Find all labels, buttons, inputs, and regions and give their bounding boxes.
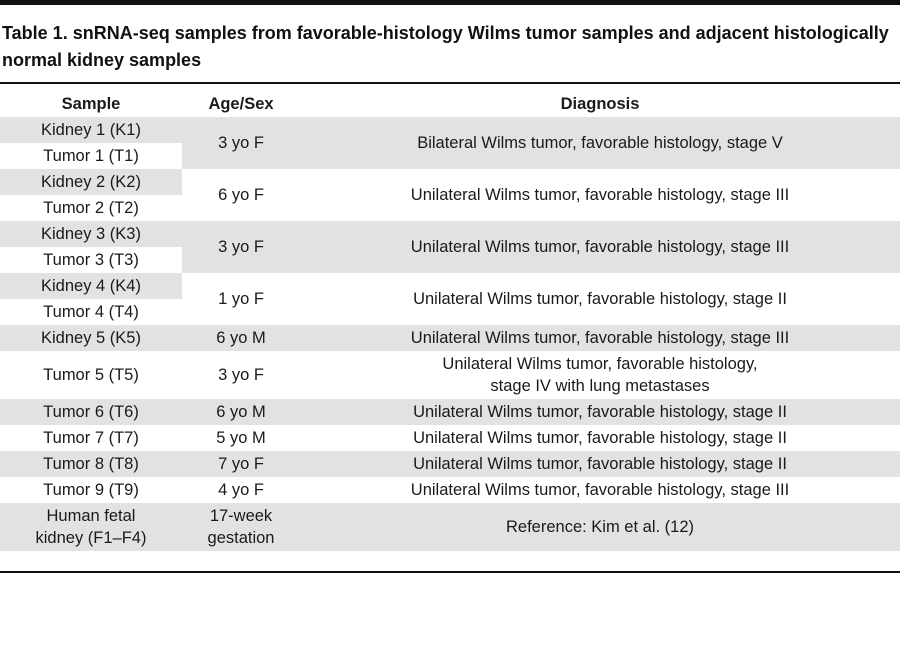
table-row [0, 117, 900, 143]
table-row [0, 325, 900, 351]
table-row [0, 273, 900, 299]
header-diagnosis: Diagnosis [560, 95, 640, 113]
sample-cell: Tumor 9 (T9) [0, 477, 182, 503]
diagnosis-cell: Reference: Kim et al. (12) [300, 503, 900, 551]
diagnosis-cell: Unilateral Wilms tumor, favorable histology, stage III [300, 477, 900, 503]
sample-cell: Kidney 4 (K4) [0, 273, 182, 299]
table-row [0, 351, 900, 399]
diagnosis-line: stage IV with lung metastases [490, 377, 710, 395]
table-title: Table 1. snRNA-seq samples from favorable-histology Wilms tumor samples and adjacent histologically normal kidney samples [2, 23, 889, 70]
samples-table [0, 92, 900, 551]
table-row [0, 451, 900, 477]
age-sex-cell: 3 yo F [182, 221, 300, 273]
table-row [0, 399, 900, 425]
age-line: gestation [207, 529, 275, 547]
sample-cell: Tumor 4 (T4) [0, 299, 182, 325]
diagnosis-cell: Unilateral Wilms tumor, favorable histology, stage III [300, 221, 900, 273]
table-row [0, 169, 900, 195]
age-sex-cell: 6 yo F [182, 169, 300, 221]
age-sex-cell: 1 yo F [182, 273, 300, 325]
age-sex-cell: 5 yo M [182, 425, 300, 451]
age-sex-cell: 3 yo F [182, 351, 300, 399]
age-sex-cell: 6 yo M [182, 325, 300, 351]
sample-line: kidney (F1–F4) [35, 529, 147, 547]
sample-cell: Tumor 6 (T6) [0, 399, 182, 425]
age-sex-cell: 6 yo M [182, 399, 300, 425]
diagnosis-cell: Unilateral Wilms tumor, favorable histology, stage II [300, 451, 900, 477]
diagnosis-cell: Unilateral Wilms tumor, favorable histology, stage III [300, 325, 900, 351]
age-sex-cell [182, 503, 300, 551]
sample-cell: Kidney 2 (K2) [0, 169, 182, 195]
sample-cell: Tumor 5 (T5) [0, 351, 182, 399]
sample-cell [0, 503, 182, 551]
diagnosis-cell: Unilateral Wilms tumor, favorable histology, stage II [300, 399, 900, 425]
header-age-sex: Age/Sex [208, 95, 274, 113]
diagnosis-cell: Unilateral Wilms tumor, favorable histology, stage III [300, 169, 900, 221]
table-row [0, 503, 900, 551]
sample-cell: Tumor 3 (T3) [0, 247, 182, 273]
table-row [0, 425, 900, 451]
sample-cell: Tumor 1 (T1) [0, 143, 182, 169]
diagnosis-cell: Unilateral Wilms tumor, favorable histology, stage II [300, 273, 900, 325]
sample-cell: Kidney 1 (K1) [0, 117, 182, 143]
sample-cell: Tumor 2 (T2) [0, 195, 182, 221]
sample-cell: Tumor 8 (T8) [0, 451, 182, 477]
diagnosis-line: Unilateral Wilms tumor, favorable histology, [442, 355, 758, 373]
top-rule-thick [0, 0, 900, 5]
diagnosis-cell: Bilateral Wilms tumor, favorable histology, stage V [300, 117, 900, 169]
age-sex-cell: 3 yo F [182, 117, 300, 169]
header-sample: Sample [61, 95, 121, 113]
age-sex-cell: 7 yo F [182, 451, 300, 477]
table-row [0, 221, 900, 247]
sample-line: Human fetal [46, 507, 136, 525]
header-row [0, 92, 900, 117]
sample-cell: Kidney 5 (K5) [0, 325, 182, 351]
table-row [0, 477, 900, 503]
table-bottom-rule [0, 571, 900, 573]
diagnosis-cell [300, 351, 900, 399]
table-top-rule [0, 82, 900, 84]
sample-cell: Kidney 3 (K3) [0, 221, 182, 247]
sample-cell: Tumor 7 (T7) [0, 425, 182, 451]
diagnosis-cell: Unilateral Wilms tumor, favorable histology, stage II [300, 425, 900, 451]
age-line: 17-week [209, 507, 273, 525]
age-sex-cell: 4 yo F [182, 477, 300, 503]
